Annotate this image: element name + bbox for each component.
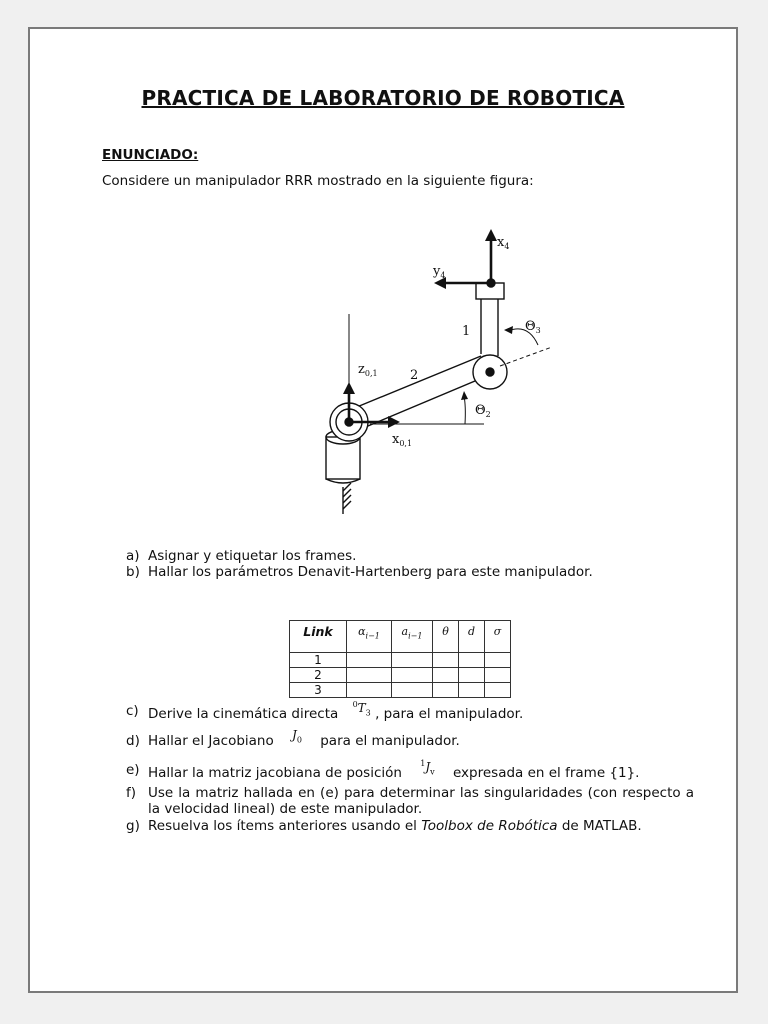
rrr-manipulator-figure bbox=[270, 199, 540, 514]
dh-parameter-table bbox=[289, 620, 511, 698]
intro-text: Considere un manipulador RRR mostrado en la siguiente figura: bbox=[102, 173, 534, 189]
theta3-label: $\Theta_3$ bbox=[525, 319, 541, 335]
table-header: Link bbox=[290, 621, 347, 653]
link2-label: 2 bbox=[410, 368, 419, 383]
z01-label: $z_{0,1}$ bbox=[358, 362, 378, 378]
table-row bbox=[290, 683, 511, 698]
table-header: d bbox=[459, 621, 485, 653]
table-header: $a_{i-1}$ bbox=[392, 621, 433, 653]
table-row bbox=[290, 653, 511, 668]
table-cell: 3 bbox=[290, 683, 347, 698]
symbol-0T3: $^0T_3$ bbox=[352, 700, 371, 718]
table-header: $\alpha_{i-1}$ bbox=[347, 621, 392, 653]
table-row bbox=[290, 668, 511, 683]
document-page: PRACTICA DE LABORATORIO DE ROBOTICA ENUNCIADO: Considere un manipulador RRR mostrado en la siguiente figura: $x_4$ $y_4$ 1 2 $\Theta_3$ $\Theta_2$ $z_{0,1}$ $x_{0,1}$ a) Asignar y etiquetar los frames. b) Hallar los parámetros Denavit-Hartenberg para este manipulador. Link $\alpha_{i-1}$ $a_{i-1}$ θ d σ 1 2 3 c) Derive la cinemática directa $^0T_3$ , para el manipulador. d) Hallar el Jacobiano $J_0$ para el manipulador. e) Hallar la matriz jacobiana de posición $^1J_v$ expresada en el frame {1}. f) Use la matriz hallada en (e) para determinar las singularidades (con respecto a la velocidad lineal) de este manipulador. g) Resuelva los ítems anteriores usando el Toolbox de Robótica de MATLAB. bbox=[28, 27, 738, 993]
table-header: σ bbox=[485, 621, 511, 653]
page-title: PRACTICA DE LABORATORIO DE ROBOTICA bbox=[141, 86, 625, 110]
table-cell: 1 bbox=[290, 653, 347, 668]
x4-label: $x_4$ bbox=[497, 235, 510, 251]
y4-label: $y_4$ bbox=[433, 264, 446, 280]
table-header: θ bbox=[433, 621, 459, 653]
symbol-1Jv: $^1J_v$ bbox=[420, 759, 435, 777]
section-heading: ENUNCIADO: bbox=[102, 147, 199, 163]
link1-label: 1 bbox=[462, 324, 471, 339]
theta2-label: $\Theta_2$ bbox=[475, 403, 491, 419]
table-header-row bbox=[290, 621, 511, 653]
table-cell: 2 bbox=[290, 668, 347, 683]
symbol-J0: $J_0$ bbox=[292, 728, 302, 745]
base-cylinder bbox=[326, 437, 360, 479]
x01-label: $x_{0,1}$ bbox=[392, 432, 413, 448]
